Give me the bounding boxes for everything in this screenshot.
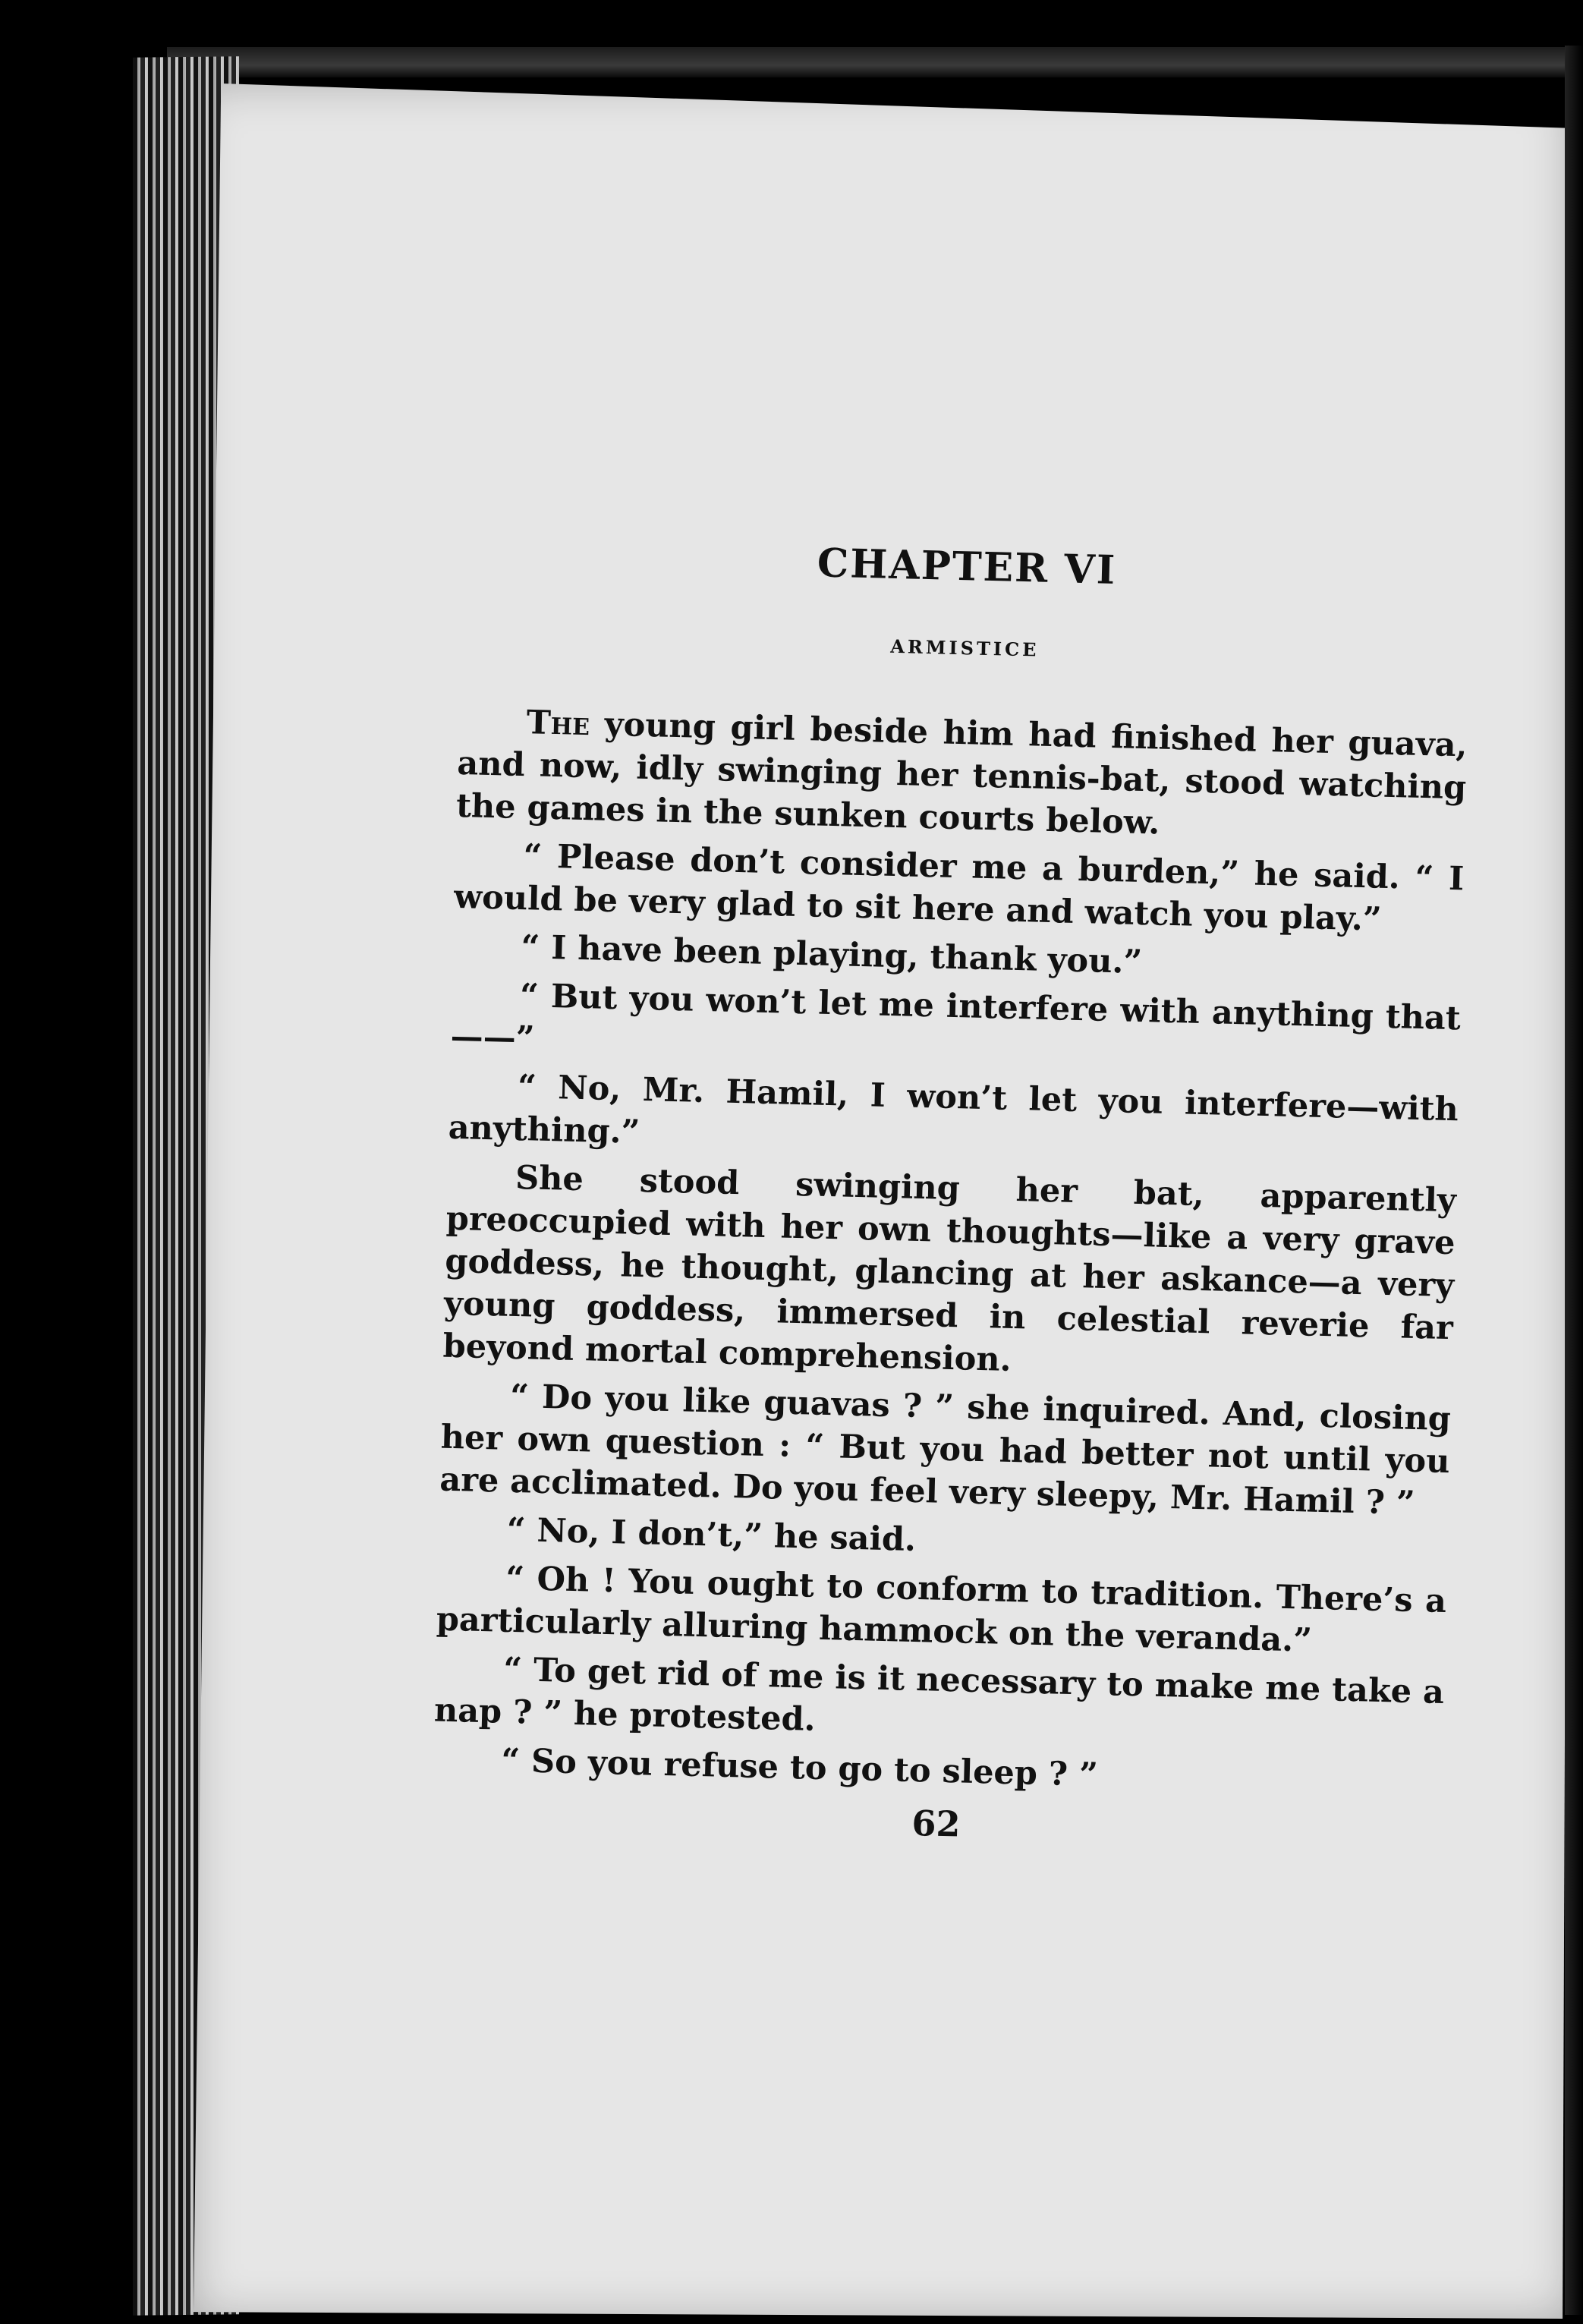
paragraph: “ So you refuse to go to sleep ? ” <box>500 1741 1099 1794</box>
opening-word: The <box>526 704 590 744</box>
paragraph <box>455 700 1468 852</box>
chapter-subtitle: ARMISTICE <box>890 635 1040 661</box>
page-text <box>431 531 1471 1856</box>
paragraph: “ Oh ! You ought to conform to tradition. There’s a particularly alluring hammock on the veranda.” <box>436 1559 1447 1660</box>
paragraph: “ But you won’t let me interfere with anything that——” <box>450 977 1462 1058</box>
chapter-heading: CHAPTER VI <box>817 540 1117 594</box>
page-number: 62 <box>911 1802 961 1845</box>
paragraph: “ Please don’t consider me a burden,” he said. “ I would be very glad to sit here and watch you play.” <box>453 837 1465 939</box>
book-cover-top <box>167 47 1578 77</box>
paragraph: “ To get rid of me is it necessary to make me take a nap ? ” he protested. <box>433 1650 1445 1739</box>
paragraph: She stood swinging her bat, apparently preoccupied with her own thoughts—like a very grave goddess, he thought, glancing at her askance—a very young goddess, immersed in celestial reverie far beyond mortal comprehension. <box>442 1158 1457 1379</box>
page-right-edge <box>1565 46 1583 2315</box>
paragraph: “ Do you like guavas ? ” she inquired. And, closing her own question : “ But you had better not until you are acclimated. Do you feel very sleepy, Mr. Hamil ? ” <box>439 1377 1452 1523</box>
paragraph: “ No, I don’t,” he said. <box>506 1510 917 1559</box>
paragraph: “ I have been playing, thank you.” <box>521 928 1143 982</box>
paragraph-text: young girl beside him had finished her guava, and now, idly swinging her tennis-bat, stood watching the games in the sunken courts below. <box>455 705 1468 842</box>
paragraph: “ No, Mr. Hamil, I won’t let you interfere—with anything.” <box>448 1067 1459 1151</box>
